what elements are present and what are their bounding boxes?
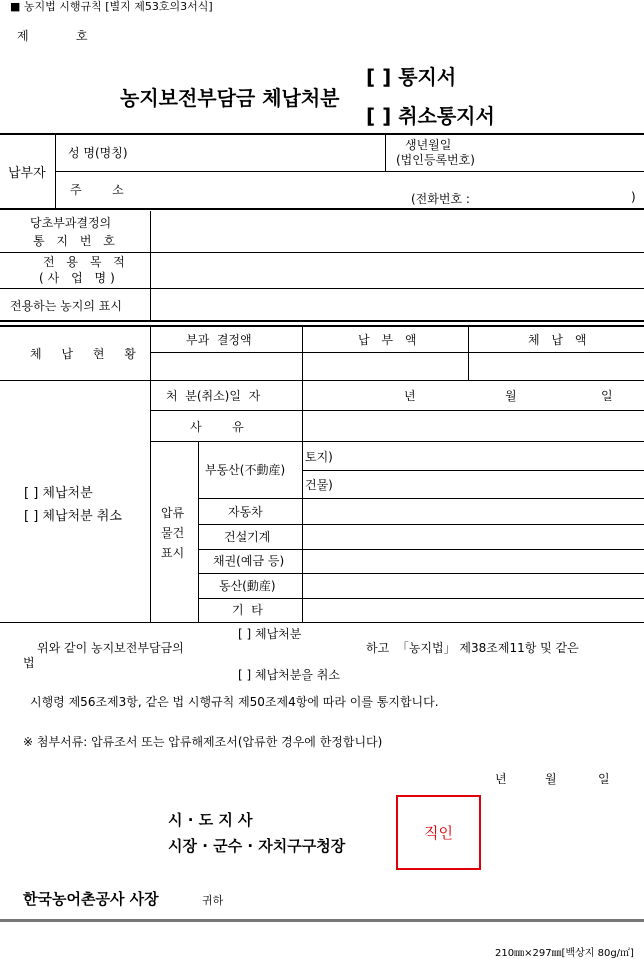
table-bottom-border <box>0 622 644 623</box>
building-label: 건물) <box>305 478 333 492</box>
statement-line2: 시행령 제56조제3항, 같은 법 시행규칙 제50조제4항에 따라 이를 통지합니다. <box>30 695 439 709</box>
paper-spec: 210㎜×297㎜[백상지 80g/㎡] <box>495 948 634 959</box>
movable-label: 동산(動産) <box>219 579 276 593</box>
date-day: 일 <box>601 389 613 403</box>
corp-reg-label: (법인등록번호) <box>396 153 475 167</box>
divider <box>150 327 151 623</box>
original-notice-no-label-2: 통 지 번 호 <box>33 234 119 248</box>
disposition-date-label: 처 분(취소)일 자 <box>166 389 261 403</box>
statement-line1-pre: 위와 같이 농지보전부담금의 <box>37 641 184 655</box>
date-year: 년 <box>404 389 416 403</box>
phone-close: ) <box>631 190 636 204</box>
seized-label-1: 압류 <box>161 506 185 520</box>
divider <box>198 498 644 499</box>
col-assessed-amount: 부과 결정액 <box>186 333 252 347</box>
address-label: 주 소 <box>70 183 124 197</box>
divider <box>0 208 644 210</box>
divider <box>55 171 644 172</box>
divider <box>150 352 644 353</box>
divider <box>302 327 303 380</box>
issuer-mayor: 시장 · 군수 · 자치구구청장 <box>168 837 346 855</box>
conversion-purpose-label: 전 용 목 적 <box>43 255 129 269</box>
document-title: 농지보전부담금 체납처분 <box>120 86 340 110</box>
phone-label: (전화번호 : <box>411 192 470 206</box>
divider <box>302 381 303 623</box>
col-overdue-amount: 체 납 액 <box>528 333 591 347</box>
divider <box>0 325 644 327</box>
divider <box>198 441 199 623</box>
realestate-label: 부동산(不動産) <box>205 463 286 477</box>
divider <box>198 549 644 550</box>
official-seal-box: 직인 <box>396 795 481 870</box>
recipient-honorific: 귀하 <box>202 894 224 907</box>
issuer-governor: 시 · 도 지 사 <box>168 811 253 829</box>
seized-label-2: 물건 <box>161 526 185 540</box>
sign-month: 월 <box>545 772 557 786</box>
bond-label: 채권(예금 등) <box>213 554 285 568</box>
recipient: 한국농어촌공사 사장 <box>23 890 159 908</box>
check-disposition[interactable]: [ ] 체납처분 <box>24 486 93 501</box>
footer-divider <box>0 919 644 922</box>
car-label: 자동차 <box>228 505 263 519</box>
title-option-cancel-notice: [ ] 취소통지서 <box>366 104 495 128</box>
seized-label-3: 표시 <box>161 546 185 560</box>
divider <box>0 288 644 289</box>
divider <box>198 524 644 525</box>
doc-number-prefix: 제 <box>17 29 29 43</box>
payer-label: 납부자 <box>8 166 46 181</box>
divider <box>150 410 644 411</box>
check-disposition-cancel[interactable]: [ ] 체납처분 취소 <box>24 509 122 524</box>
name-label: 성 명(명칭) <box>68 146 128 160</box>
reason-label: 사 유 <box>190 420 244 434</box>
title-option-notice: [ ] 통지서 <box>366 65 457 89</box>
statement-law-word: 법 <box>23 656 35 670</box>
statement-option-2: [ ] 체납처분을 취소 <box>238 668 340 682</box>
regulation-reference: ■ 농지법 시행규칙 [별지 제53호의3서식] <box>10 0 213 13</box>
divider <box>302 470 644 471</box>
date-month: 월 <box>505 389 517 403</box>
divider <box>198 598 644 599</box>
machine-label: 건설기계 <box>224 530 271 544</box>
dob-label: 생년월일 <box>405 138 452 152</box>
col-paid-amount: 납 부 액 <box>358 333 421 347</box>
divider <box>198 573 644 574</box>
attachment-note: ※ 첨부서류: 압류조서 또는 압류해제조서(압류한 경우에 한정합니다) <box>23 735 383 749</box>
original-notice-no-label: 당초부과결정의 <box>30 216 112 230</box>
arrears-status-label: 체 납 현 황 <box>30 347 144 361</box>
divider <box>150 441 644 442</box>
divider <box>0 380 644 381</box>
farmland-label: 전용하는 농지의 표시 <box>10 299 122 313</box>
table-top-border <box>0 133 644 135</box>
statement-option-1: [ ] 체납처분 <box>238 627 302 641</box>
divider <box>150 211 151 320</box>
divider <box>0 320 644 322</box>
sign-day: 일 <box>598 772 610 786</box>
other-label: 기 타 <box>232 603 263 617</box>
divider <box>468 327 469 380</box>
divider <box>385 134 386 171</box>
sign-year: 년 <box>495 772 507 786</box>
project-name-label: (사 업 명) <box>39 271 119 285</box>
statement-line1-post: 하고 「농지법」 제38조제11항 및 같은 <box>366 641 579 655</box>
land-label: 토지) <box>305 450 333 464</box>
doc-number-suffix: 호 <box>76 29 88 43</box>
